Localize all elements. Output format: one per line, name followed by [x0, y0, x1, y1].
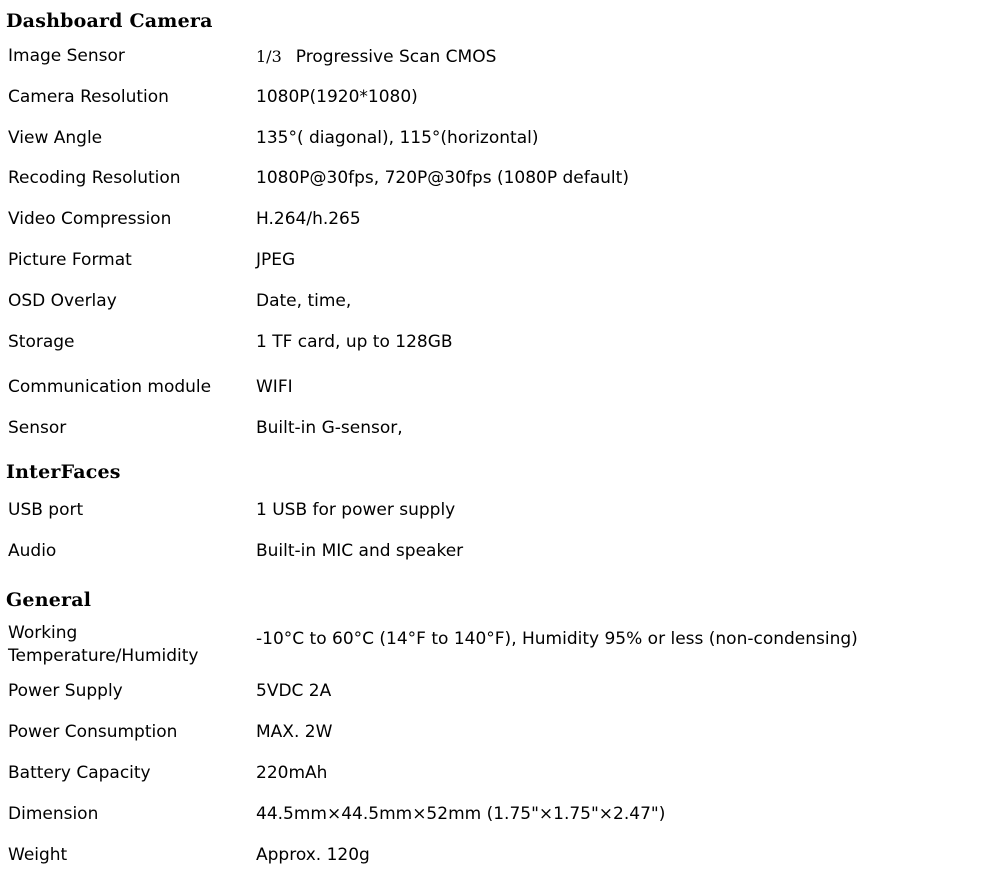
- spec-label: Recoding Resolution: [8, 168, 181, 188]
- spec-row-picture-format: [0, 249, 995, 279]
- spec-label: Video Compression: [8, 209, 172, 229]
- spec-row-recording-resolution: [0, 167, 995, 197]
- spec-row-osd-overlay: [0, 290, 995, 320]
- spec-row-storage: [0, 331, 995, 361]
- spec-value: [256, 45, 496, 69]
- spec-row-power-supply: [0, 680, 995, 710]
- spec-value: MAX. 2W: [256, 722, 333, 742]
- spec-value: Built-in MIC and speaker: [256, 541, 464, 561]
- spec-value: 135°( diagonal), 115°(horizontal): [256, 128, 539, 148]
- spec-value: Built-in G-sensor,: [256, 418, 403, 438]
- spec-row-image-sensor: [0, 45, 995, 75]
- spec-row-sensor: [0, 417, 995, 447]
- spec-row-usb-port: [0, 499, 995, 529]
- spec-label: View Angle: [8, 128, 103, 148]
- spec-row-video-compression: [0, 208, 995, 238]
- spec-label: Storage: [8, 332, 75, 352]
- spec-label: Image Sensor: [8, 46, 125, 66]
- spec-label: OSD Overlay: [8, 291, 117, 311]
- spec-row-camera-resolution: [0, 86, 995, 116]
- spec-label: USB port: [8, 500, 84, 520]
- spec-label: Camera Resolution: [8, 87, 169, 107]
- spec-label: Communication module: [8, 377, 212, 397]
- spec-label: Sensor: [8, 418, 67, 438]
- spec-value: -10°C to 60°C (14°F to 140°F), Humidity 95% or less (non-condensing): [256, 629, 858, 649]
- spec-label: Power Supply: [8, 681, 123, 701]
- spec-row-audio: [0, 540, 995, 570]
- spec-row-dimension: [0, 803, 995, 833]
- spec-value: Date, time,: [256, 291, 352, 311]
- spec-label: Audio: [8, 541, 57, 561]
- spec-label: Power Consumption: [8, 722, 178, 742]
- spec-row-working-temperature-humidity: [0, 622, 995, 670]
- spec-value-text: Progressive Scan CMOS: [295, 47, 497, 67]
- spec-value: JPEG: [256, 250, 296, 270]
- spec-row-power-consumption: [0, 721, 995, 751]
- spec-row-battery-capacity: [0, 762, 995, 792]
- spec-value: H.264/h.265: [256, 209, 361, 229]
- spec-row-view-angle: [0, 127, 995, 157]
- spec-label: Picture Format: [8, 250, 132, 270]
- section-title-interfaces: InterFaces: [6, 461, 121, 483]
- spec-label: Battery Capacity: [8, 763, 151, 783]
- spec-value: 1 TF card, up to 128GB: [256, 332, 453, 352]
- section-title-dashboard-camera: Dashboard Camera: [6, 10, 213, 32]
- spec-value: 5VDC 2A: [256, 681, 332, 701]
- spec-value: 1080P(1920*1080): [256, 87, 418, 107]
- section-title-general: General: [6, 589, 92, 611]
- spec-value: Approx. 120g: [256, 845, 370, 865]
- spec-value: WIFI: [256, 377, 293, 397]
- spec-value: 44.5mm×44.5mm×52mm (1.75"×1.75"×2.47"): [256, 804, 666, 824]
- spec-value: 1080P@30fps, 720P@30fps (1080P default): [256, 168, 629, 188]
- spec-row-communication-module: [0, 376, 995, 406]
- spec-row-weight: [0, 844, 995, 874]
- spec-label: Dimension: [8, 804, 99, 824]
- spec-value: 1 USB for power supply: [256, 500, 456, 520]
- sensor-size-fraction: 1/3: [256, 47, 282, 66]
- spec-label: Weight: [8, 845, 68, 865]
- spec-value: 220mAh: [256, 763, 328, 783]
- spec-label: Working Temperature/Humidity: [8, 623, 199, 666]
